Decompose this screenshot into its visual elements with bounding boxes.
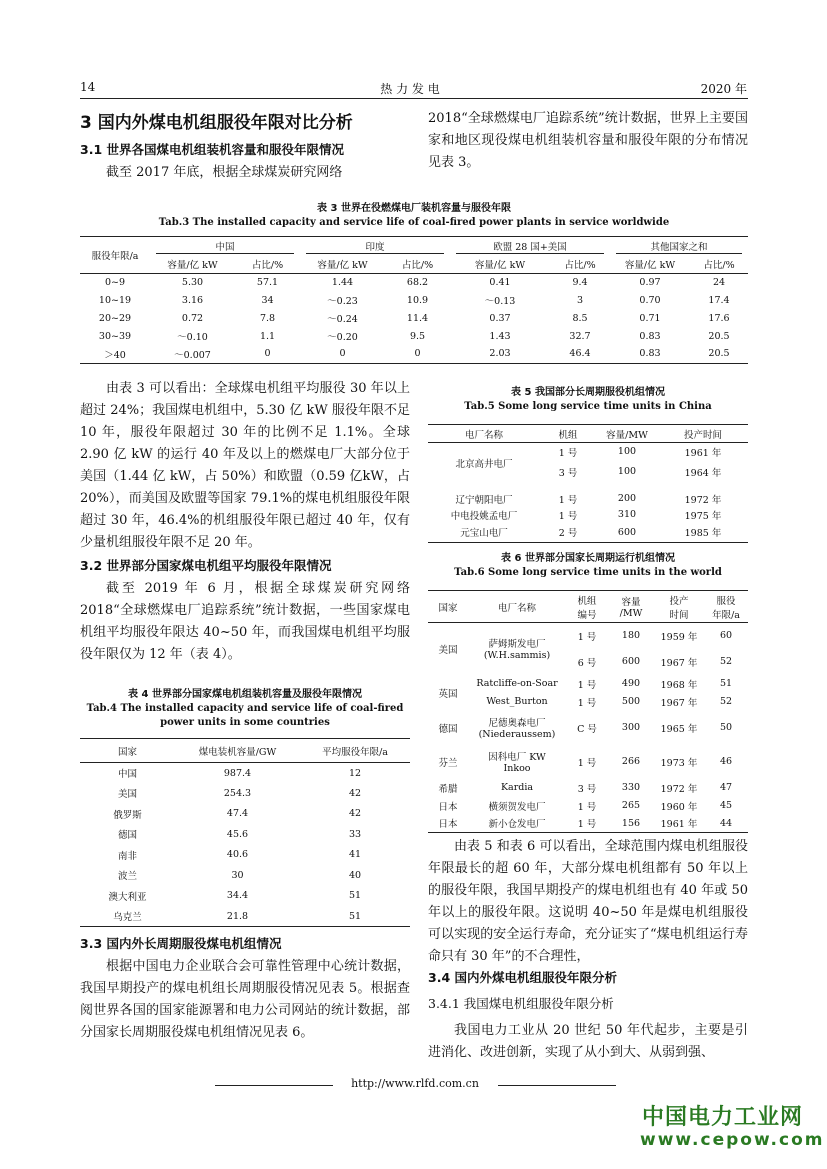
table3-row-cell: 1.44 <box>331 276 354 288</box>
table6-cell: 330 <box>621 782 641 793</box>
table6-header-life <box>704 591 748 623</box>
table4-row-cell: 40.6 <box>226 849 249 861</box>
table4-row-cell: 41 <box>348 849 362 861</box>
table3-row-cell: 20.5 <box>708 330 730 342</box>
table4-row-cell: 254.3 <box>223 787 252 799</box>
table3-caption <box>80 202 748 230</box>
table5-cell: 辽宁朝阳电厂 <box>455 494 513 506</box>
section-3-2-title: 3.2 世界部分国家煤电机组平均服役年限情况 <box>80 558 332 573</box>
table5-cell: 2 号 <box>558 528 578 540</box>
table3-row-cell: ～0.13 <box>484 296 516 307</box>
table3-row <box>80 327 748 345</box>
table6-cell: 1 号 <box>577 757 597 769</box>
table3-row-cell: 24 <box>712 276 726 288</box>
table5-cell: 中电投姚孟电厂 <box>450 510 518 522</box>
table6-cell: 46 <box>719 756 733 767</box>
table6-cell: 1960 年 <box>660 801 698 813</box>
table6-cell: 180 <box>621 630 641 642</box>
table6 <box>428 590 748 833</box>
table6-plant-sammis <box>468 623 566 675</box>
table6-plant-inkoo <box>468 745 566 779</box>
section-3-1-para-part1: 截至 2017 年底，根据全球煤炭研究网络 <box>106 165 343 180</box>
table5-6-analysis-text: 由表 5 和表 6 可以看出，全球范围内煤电机组服役年限最长的超 60 年，大部分煤电机组都有 50 年以上的服役年限，我国早期投产的煤电机组也有 40 年或 50 年以上的服役年限。这说明 40~50 年是煤电机组服役可以实现的安全运行寿命，充分证实了“煤电机组运行寿命只有 30 年”的不合理性， <box>428 839 748 964</box>
table6-header-plant: 电厂名称 <box>497 602 536 614</box>
table3-row-cell: 0 <box>264 348 271 360</box>
section-3-4-title: 3.4 国内外煤电机组服役年限分析 <box>428 970 617 985</box>
table4-row-cell: 美国 <box>117 789 137 801</box>
table3-row-cell: 17.4 <box>708 294 730 306</box>
table6-header-life-l1: 服役 <box>716 595 736 607</box>
table3-row-cell: ～0.20 <box>327 332 358 343</box>
table5-cell: 200 <box>617 493 637 504</box>
table6-plant-niederaussem <box>468 711 566 745</box>
table3-row-cell: 68.2 <box>406 276 429 288</box>
table4-header-life: 平均服役年限/a <box>322 746 388 758</box>
table6-cell: 1 号 <box>577 801 597 813</box>
table3-row-cell: 0.97 <box>639 276 661 288</box>
table3-row-cell: 0.71 <box>639 312 661 324</box>
table4-row-cell: 47.4 <box>226 808 249 820</box>
section-3-3-para <box>80 956 410 1044</box>
table5-cell: 1975 年 <box>684 510 722 522</box>
table6-plant-inkoo-l2: Inkoo <box>503 763 531 774</box>
table3-subheader-capacity: 容量/亿 kW <box>624 259 676 271</box>
table4 <box>80 738 410 927</box>
table6-cell: 52 <box>719 696 733 707</box>
table4-header-country: 国家 <box>117 746 137 758</box>
table6-country-usa: 美国 <box>438 644 458 656</box>
table6-cell: 44 <box>719 817 733 829</box>
footer-rule-right <box>498 1085 616 1086</box>
table3-row <box>80 291 748 309</box>
section-3-4-1-title: 3.4.1 我国煤电机组服役年限分析 <box>428 996 614 1011</box>
page-number: 14 <box>80 80 96 94</box>
table5-cell: 310 <box>617 509 637 520</box>
table5-6-analysis-para <box>428 836 748 968</box>
table3-row-cell: 9.5 <box>409 330 426 342</box>
table3-row-cell: 0.41 <box>489 276 511 288</box>
table4-row <box>80 783 410 804</box>
table6-cell: 希腊 <box>438 783 458 795</box>
table3-row-cell: 0.72 <box>181 312 204 324</box>
table3-row-cell: 10~19 <box>98 294 132 306</box>
table3-row-cell: 0.83 <box>639 330 661 342</box>
table3-group-china: 中国 <box>156 239 294 254</box>
section-3-4-1-para <box>428 1020 748 1064</box>
table3-row-cell: 10.9 <box>406 294 429 306</box>
table5-header-capacity: 容量/MW <box>606 429 648 441</box>
section-3-3-text: 根据中国电力企业联合会可靠性管理中心统计数据，我国早期投产的煤电机组长周期服役情况见表 5。根据查阅世界各国的国家能源署和电力公司网站的统计数据，部分国家长周期服役煤电机组情况见表 6。 <box>80 959 410 1040</box>
table6-cell: 47 <box>719 782 733 793</box>
table3-row-cell: 0.37 <box>489 312 511 324</box>
year: 2020 年 <box>700 82 747 96</box>
table3-row-cell: 0.70 <box>639 294 661 306</box>
table6-cell: 新小仓发电厂 <box>488 819 546 831</box>
table4-row <box>80 886 410 907</box>
table6-cell: 60 <box>719 630 733 642</box>
table4-header-capacity: 煤电装机容量/GW <box>198 746 277 758</box>
table5-cell: 1964 年 <box>684 467 722 479</box>
table3-group-india: 印度 <box>306 239 444 254</box>
table3-row-cell: 0 <box>414 348 421 360</box>
table4-caption-en-line1: Tab.4 The installed capacity and service life of coal-fired <box>86 703 404 714</box>
table6-plant-inkoo-l1: 因科电厂 KW <box>488 752 546 763</box>
table5-cell: 1972 年 <box>684 494 722 506</box>
table4-row <box>80 845 410 866</box>
table6-cell: 3 号 <box>577 783 597 795</box>
table3-row-cell: 0.83 <box>639 348 661 360</box>
table4-row-cell: 987.4 <box>223 767 252 779</box>
table6-cell: 300 <box>621 722 641 733</box>
table6-cell: 50 <box>719 722 733 733</box>
table6-caption-zh: 表 6 世界部分国家长周期运行机组情况 <box>501 553 675 564</box>
table3-row-cell: 11.4 <box>406 312 429 324</box>
table5-cell: 1961 年 <box>684 447 722 459</box>
table6-cell: 52 <box>719 656 733 667</box>
table6-header-unit-l1: 机组 <box>577 595 597 607</box>
table6-cell: 1 号 <box>577 819 597 831</box>
table5-cell: 1985 年 <box>684 528 722 540</box>
table6-plant-sammis-en: (W.H.sammis) <box>483 650 551 662</box>
table3-row-cell: 8.5 <box>572 312 588 324</box>
table4-row-cell: 33 <box>348 828 362 840</box>
table5-cell: 1 号 <box>558 494 578 506</box>
table6-cell: 1959 年 <box>660 631 698 643</box>
table5-cell: 1 号 <box>558 447 578 459</box>
table3-row-cell: ～0.24 <box>327 314 358 325</box>
table6-cell: 600 <box>621 656 641 667</box>
section-3-3-title: 3.3 国内外长周期服役煤电机组情况 <box>80 936 282 951</box>
section-3-2-para <box>80 578 410 666</box>
table3-row-cell: 20.5 <box>708 348 730 360</box>
table3-row-cell: 2.03 <box>489 348 511 360</box>
table4-row-cell: 俄罗斯 <box>113 809 142 821</box>
table5-header-date: 投产时间 <box>683 429 722 441</box>
table6-cell: 1 号 <box>577 697 597 709</box>
table5-caption-en: Tab.5 Some long service time units in China <box>464 401 712 412</box>
table6-cell: 500 <box>621 696 641 707</box>
table3-analysis-text: 由表 3 可以看出：全球煤电机组平均服役 30 年以上超过 24%；我国煤电机组中，5.30 亿 kW 服役年限不足 10 年，服役年限超过 30 年的比例不足 1.1%。全球 2.90 亿 kW 的运行 40 年及以上的燃煤电厂大部分位于美国（1.44 亿 kW，占 50%）和欧盟（0.59 亿kW，占 20%），而美国及欧盟等国家 79.1%的煤电机组服役年限超过 30 年，46.4%的机组服役年限已超过 40 年，仅有少量机组服役年限不足 20 年。 <box>80 381 410 550</box>
table5-header-plant: 电厂名称 <box>464 429 503 441</box>
table6-header-life-l2: 年限/a <box>712 609 740 621</box>
table5-caption-zh: 表 5 我国部分长周期服役机组情况 <box>511 387 665 398</box>
table3-row <box>80 273 748 291</box>
table4-row <box>80 865 410 886</box>
table6-header-capacity-l1: 容量 <box>621 597 641 608</box>
table3-analysis-para <box>80 378 410 554</box>
footer-rule-left <box>215 1085 333 1086</box>
section-3-2-text: 截至 2019 年 6 月，根据全球煤炭研究网络2018“全球燃煤电厂追踪系统”统计数据，一些国家煤电机组平均服役年限达 40~50 年，而我国煤电机组平均服役年限仅为 12 年（表 4）。 <box>80 581 410 662</box>
table6-cell: 6 号 <box>577 657 597 669</box>
table3-row-cell: 20~29 <box>98 312 132 324</box>
table4-row-cell: 34.4 <box>226 890 249 902</box>
table3-caption-en: Tab.3 The installed capacity and service life of coal-fired power plants in service worldwide <box>158 217 670 228</box>
table3-row-cell: 7.8 <box>259 312 276 324</box>
table5-cell: 1 号 <box>558 510 578 522</box>
table3-subheader-capacity: 容量/亿 kW <box>167 259 218 271</box>
table6-cell: Ratcliffe-on-Soar <box>476 678 558 689</box>
table6-cell: 1973 年 <box>660 757 698 769</box>
table4-row <box>80 804 410 825</box>
table6-cell: 1972 年 <box>660 783 698 795</box>
table6-cell: 1968 年 <box>660 679 698 691</box>
watermark-url: www.cepow.com <box>640 1130 825 1150</box>
table4-row-cell: 乌克兰 <box>113 912 142 923</box>
table3-subheader-capacity: 容量/亿 kW <box>317 259 368 271</box>
table3-group-others: 其他国家之和 <box>616 239 742 254</box>
table6-header-unit <box>566 591 608 623</box>
table3-row <box>80 309 748 327</box>
table4-caption-en-line2: power units in some countries <box>160 717 330 728</box>
journal-name: 热 力 发 电 <box>380 82 440 96</box>
table6-header-capacity-l2: /MW <box>619 608 643 619</box>
table3-subheader-capacity: 容量/亿 kW <box>474 259 526 271</box>
table3-row-cell: 32.7 <box>569 330 591 342</box>
table6-header-unit-l2: 编号 <box>577 609 597 621</box>
table3-subheader-pct: 占比/% <box>251 259 284 271</box>
table6-caption-en: Tab.6 Some long service time units in the world <box>454 567 722 578</box>
table4-row-cell: 42 <box>348 808 362 820</box>
table4-row <box>80 824 410 845</box>
table6-cell: 1961 年 <box>660 819 698 831</box>
table4-row-cell: 21.8 <box>226 910 249 922</box>
section-3-4-1-text: 我国电力工业从 20 世纪 50 年代起步，主要是引进消化、改进创新，实现了从小到大、从弱到强、 <box>428 1023 748 1060</box>
watermark-name: 中国电力工业网 <box>642 1105 804 1130</box>
table3-row-cell: 3 <box>576 294 584 306</box>
table3-group-eu-us: 欧盟 28 国+美国 <box>456 239 604 254</box>
header-rule <box>80 98 748 99</box>
table6-cell: 1967 年 <box>660 657 698 669</box>
table3-subheader-pct: 占比/% <box>703 259 735 271</box>
table6-country-uk: 英国 <box>438 688 458 700</box>
table3-row-cell: 17.6 <box>708 312 730 324</box>
table6-cell: 日本 <box>438 819 458 831</box>
table5 <box>428 424 748 543</box>
table3-row-cell: ＞40 <box>104 349 126 361</box>
section-3-1-title: 3.1 世界各国煤电机组装机容量和服役年限情况 <box>80 142 344 157</box>
table6-plant-sammis-zh: 萨姆斯发电厂 <box>488 639 546 651</box>
table3-row-cell: 1.1 <box>259 330 276 342</box>
table3-row-cell: 0~9 <box>104 276 126 288</box>
table6-header-date-l2: 时间 <box>669 609 689 621</box>
table5-cell: 600 <box>617 526 637 538</box>
table6-cell: 156 <box>621 817 641 829</box>
table4-row-cell: 南非 <box>117 850 137 862</box>
table4-row-cell: 51 <box>348 890 362 902</box>
table5-header-unit: 机组 <box>558 429 578 441</box>
table6-cell: 490 <box>621 678 641 689</box>
table4-row-cell: 30 <box>231 869 244 881</box>
table4-row-cell: 51 <box>348 910 362 922</box>
table6-header-date-l1: 投产 <box>669 595 689 607</box>
table4-row <box>80 906 410 927</box>
table4-row-cell: 45.6 <box>226 828 249 840</box>
table5-caption <box>428 386 748 414</box>
table4-caption <box>80 688 410 730</box>
table6-plant-niederaussem-zh: 尼德奥森电厂 <box>488 718 546 729</box>
table3-row-cell: ～0.007 <box>174 349 211 361</box>
table4-row <box>80 763 410 784</box>
table3-subheader-pct: 占比/% <box>564 259 596 271</box>
table3-row-cell: 46.4 <box>569 348 591 360</box>
table6-cell: 日本 <box>438 801 458 813</box>
section-3-1-para-part2: 2018“全球燃煤电厂追踪系统”统计数据，世界上主要国家和地区现役煤电机组装机容量和服役年限的分布情况见表 3。 <box>428 111 748 170</box>
table5-plant-gaojing: 北京高井电厂 <box>455 458 513 470</box>
table4-row-cell: 40 <box>348 869 362 881</box>
table3-row-cell: 3.16 <box>181 294 204 306</box>
table4-row-cell: 42 <box>348 787 362 799</box>
table4-row-cell: 澳大利亚 <box>108 891 147 903</box>
table3-row-header: 服役年限/a <box>80 237 150 274</box>
table6-caption <box>428 552 748 580</box>
table5-cell: 100 <box>617 466 637 477</box>
table6-cell: Kardia <box>500 782 534 793</box>
table6-cell: 1 号 <box>577 631 597 643</box>
table3-row-cell: 0 <box>339 348 346 360</box>
table5-cell: 100 <box>617 446 637 458</box>
table6-header-date <box>654 591 704 623</box>
table3-row-cell: 1.43 <box>489 330 511 342</box>
table4-caption-zh: 表 4 世界部分国家煤电机组装机容量及服役年限情况 <box>128 689 362 700</box>
table6-cell: 横须贺发电厂 <box>488 801 546 813</box>
table6-cell: 265 <box>621 800 641 811</box>
table3-caption-zh: 表 3 世界在役燃煤电厂装机容量与服役年限 <box>317 203 511 214</box>
table5-cell: 3 号 <box>558 467 578 479</box>
table4-row-cell: 12 <box>348 767 362 779</box>
table6-cell: C 号 <box>577 723 597 735</box>
table4-row-cell: 德国 <box>117 830 137 842</box>
table6-header-country: 国家 <box>438 602 458 614</box>
table4-row-cell: 中国 <box>117 769 137 780</box>
table6-header-capacity <box>608 591 654 623</box>
table3 <box>80 236 748 364</box>
table3-row-cell: 34 <box>261 294 274 306</box>
table6-country-germany: 德国 <box>438 723 458 735</box>
table3-subheader-pct: 占比/% <box>401 259 434 271</box>
table6-cell: 1965 年 <box>660 723 698 735</box>
table6-cell: West_Burton <box>486 696 548 707</box>
table6-cell: 1967 年 <box>660 697 698 709</box>
table6-country-finland: 芬兰 <box>438 757 458 769</box>
table3-row <box>80 345 748 363</box>
table3-row-cell: ～0.10 <box>177 332 208 343</box>
table6-cell: 45 <box>719 800 733 811</box>
table5-cell: 元宝山电厂 <box>460 528 508 540</box>
table6-cell: 1 号 <box>577 679 597 691</box>
footer-url: http://www.rlfd.com.cn <box>351 1077 479 1090</box>
table4-row-cell: 波兰 <box>117 871 137 883</box>
table3-row-cell: 9.4 <box>572 276 588 288</box>
table6-cell: 51 <box>719 678 733 689</box>
table3-row-cell: 57.1 <box>256 276 279 288</box>
table3-row-cell: 30~39 <box>98 330 132 342</box>
table6-plant-niederaussem-en: (Niederaussem) <box>478 729 556 740</box>
table3-row-cell: 5.30 <box>181 276 204 288</box>
table6-cell: 266 <box>621 756 641 767</box>
section-3-title: 3 国内外煤电机组服役年限对比分析 <box>80 113 353 133</box>
table3-row-cell: ～0.23 <box>327 296 358 307</box>
